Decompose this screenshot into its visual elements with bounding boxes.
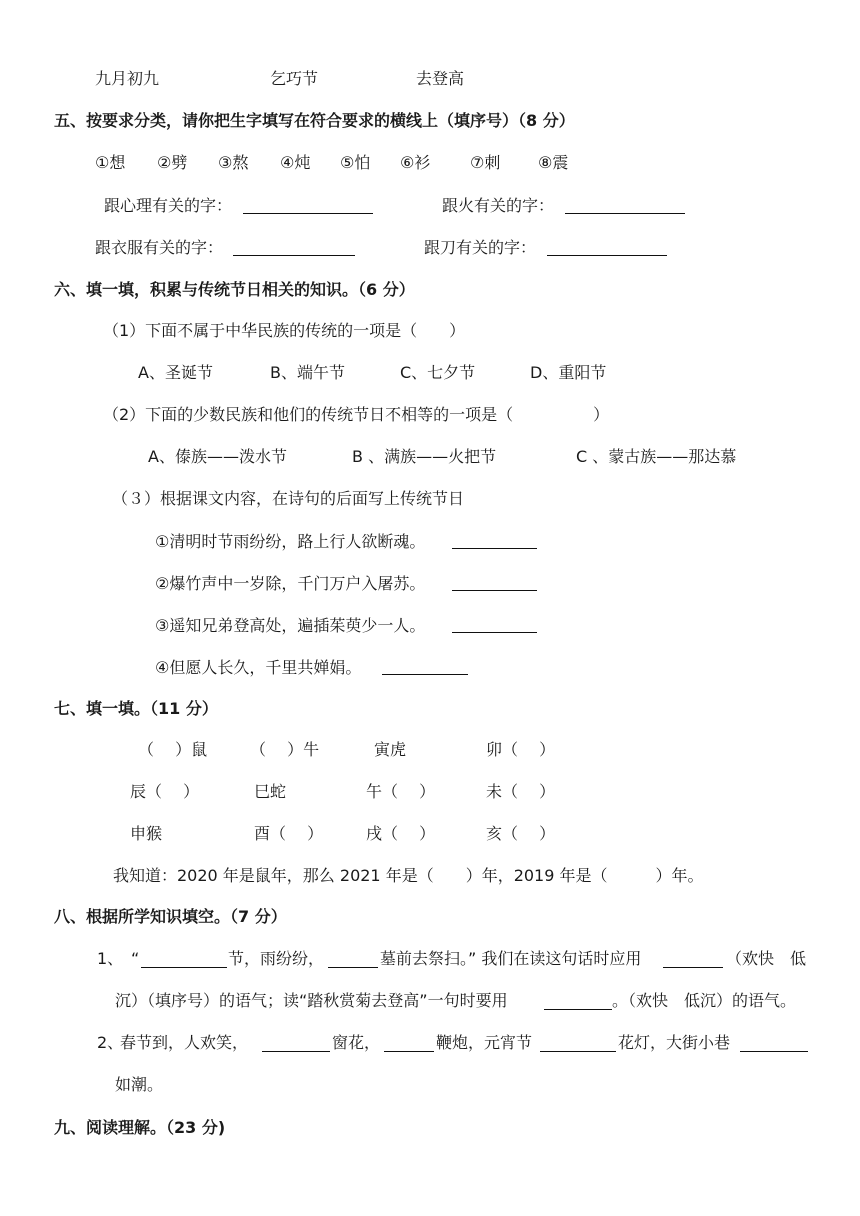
q1-option-c[interactable]: C、七夕节 — [400, 363, 476, 382]
answer-blank-mind[interactable] — [243, 213, 373, 214]
char-4: ④炖 — [280, 153, 311, 172]
char-3: ③熬 — [218, 153, 249, 172]
q8-1-blank-3[interactable] — [663, 967, 723, 968]
q2-option-c[interactable]: C 、蒙古族——那达慕 — [576, 447, 737, 466]
zodiac-rat: （ ）鼠 — [138, 740, 208, 759]
q8-2-blank-2[interactable] — [384, 1051, 434, 1052]
q8-1-blank-4[interactable] — [544, 1009, 612, 1010]
zodiac-tiger: 寅虎 — [374, 740, 407, 759]
q8-1-text-1: 节，雨纷纷， — [228, 949, 325, 968]
q8-1-text-5: 。（欢快 低沉）的语气。 — [612, 991, 797, 1010]
question-6-3: （３）根据课文内容，在诗句的后面写上传统节日 — [112, 489, 465, 508]
q1-option-d[interactable]: D、重阳节 — [530, 363, 607, 382]
q8-2-text-2: 窗花， — [332, 1033, 381, 1052]
question-6-2: （2）下面的少数民族和他们的传统节日不相等的一项是（ ） — [103, 405, 610, 424]
section-5-heading: 五、按要求分类，请你把生字填写在符合要求的横线上（填序号）（8 分） — [54, 111, 575, 130]
q8-1-text-4: 沉）（填序号）的语气；读“踏秋赏菊去登高”一句时要用 — [115, 991, 508, 1010]
poem-2-blank[interactable] — [452, 590, 537, 591]
q8-2-blank-1[interactable] — [262, 1051, 330, 1052]
zodiac-pig: 亥（ ） — [486, 824, 556, 843]
category-clothes: 跟衣服有关的字： — [95, 238, 224, 257]
q8-1-open-quote: “ — [131, 949, 140, 968]
section-9-heading: 九、阅读理解。（23 分) — [54, 1118, 226, 1137]
top-item-3: 去登高 — [416, 69, 465, 88]
poem-4: ④但愿人长久，千里共婵娟。 — [155, 658, 362, 677]
section-8-heading: 八、根据所学知识填空。（7 分） — [54, 907, 287, 926]
poem-4-blank[interactable] — [382, 674, 468, 675]
zodiac-snake: 巳蛇 — [254, 782, 287, 801]
answer-blank-clothes[interactable] — [233, 255, 355, 256]
char-5: ⑤怕 — [340, 153, 371, 172]
poem-3-blank[interactable] — [452, 632, 537, 633]
q8-2-text-3: 鞭炮，元宵节 — [436, 1033, 533, 1052]
q8-1-text-2: 墓前去祭扫。” 我们在读这句话时应用 — [380, 949, 642, 968]
char-1: ①想 — [95, 153, 126, 172]
top-item-2: 乞巧节 — [270, 69, 319, 88]
question-8-2-number: 2、 — [97, 1033, 124, 1052]
zodiac-dragon: 辰（ ） — [130, 782, 200, 801]
section-6-heading: 六、填一填，积累与传统节日相关的知识。（6 分） — [54, 280, 415, 299]
q8-2-text-1: 春节到，人欢笑， — [120, 1033, 249, 1052]
zodiac-dog: 戌（ ） — [366, 824, 436, 843]
zodiac-ox: （ ）牛 — [250, 740, 320, 759]
poem-2: ②爆竹声中一岁除，千门万户入屠苏。 — [155, 574, 426, 593]
q8-2-text-4: 花灯，大街小巷 — [618, 1033, 731, 1052]
category-knife: 跟刀有关的字： — [424, 238, 537, 257]
q2-option-b[interactable]: B 、满族——火把节 — [352, 447, 497, 466]
q8-1-blank-1[interactable] — [141, 967, 227, 968]
zodiac-monkey: 申猴 — [130, 824, 163, 843]
question-8-1-number: 1、 — [97, 949, 124, 968]
zodiac-goat: 未（ ） — [486, 782, 556, 801]
char-2: ②劈 — [157, 153, 188, 172]
q1-option-a[interactable]: A、圣诞节 — [138, 363, 213, 382]
poem-3: ③遥知兄弟登高处，遍插茱萸少一人。 — [155, 616, 426, 635]
zodiac-year-question: 我知道：2020 年是鼠年，那么 2021 年是（ ）年，2019 年是（ ）年。 — [113, 866, 704, 885]
char-6: ⑥衫 — [400, 153, 431, 172]
category-mind: 跟心理有关的字： — [104, 196, 233, 215]
q8-1-text-3: （欢快 低 — [726, 949, 807, 968]
q8-1-blank-2[interactable] — [328, 967, 378, 968]
answer-blank-knife[interactable] — [547, 255, 667, 256]
char-7: ⑦刺 — [470, 153, 501, 172]
question-6-1: （1）下面不属于中华民族的传统的一项是（ ） — [103, 321, 466, 340]
section-7-heading: 七、填一填。（11 分） — [54, 699, 218, 718]
q8-2-blank-3[interactable] — [540, 1051, 616, 1052]
category-fire: 跟火有关的字： — [442, 196, 555, 215]
answer-blank-fire[interactable] — [565, 213, 685, 214]
poem-1: ①清明时节雨纷纷，路上行人欲断魂。 — [155, 532, 426, 551]
q8-2-text-5: 如潮。 — [115, 1075, 164, 1094]
top-item-1: 九月初九 — [95, 69, 160, 88]
zodiac-horse: 午（ ） — [366, 782, 436, 801]
q8-2-blank-4[interactable] — [740, 1051, 808, 1052]
q1-option-b[interactable]: B、端午节 — [270, 363, 345, 382]
zodiac-rabbit: 卯（ ） — [486, 740, 556, 759]
char-8: ⑧震 — [538, 153, 569, 172]
q2-option-a[interactable]: A、傣族——泼水节 — [148, 447, 287, 466]
poem-1-blank[interactable] — [452, 548, 537, 549]
zodiac-rooster: 酉（ ） — [254, 824, 324, 843]
